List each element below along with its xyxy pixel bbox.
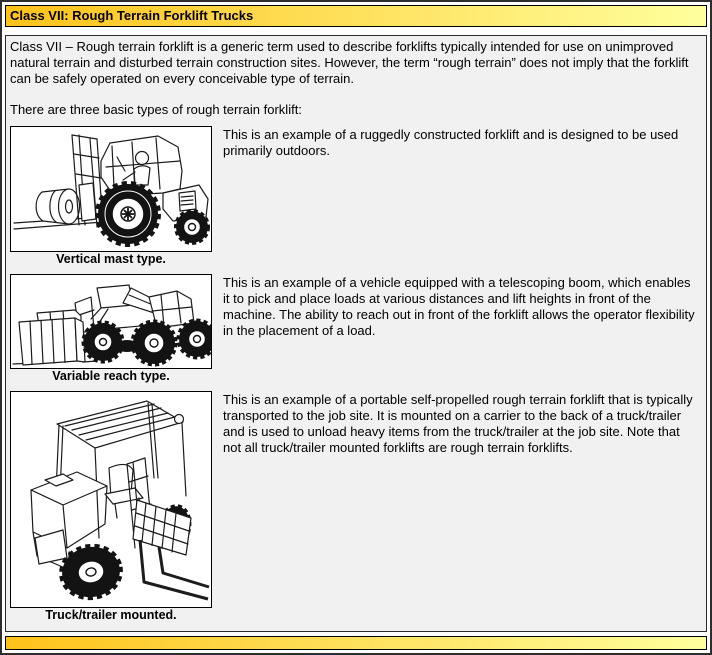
description-variable-reach: This is an example of a vehicle equipped with a telescoping boom, which enables it to pick and place loads at various distances and lift heights in front of the machine. The ability to reach out in front of the forklift allows the operator flexibility in the placement of a load. [223, 275, 695, 338]
description-truck-mounted: This is an example of a portable self-propelled rough terrain forklift that is typically transported to the job site. It is mounted on a carrier to the back of a truck/trailer and is used to unload heavy items from the truck/trailer at the job site. Note that not all truck/trailer mounted forklifts are rough terrain forklifts. [223, 392, 693, 455]
caption-variable-reach: Variable reach type. [52, 369, 170, 383]
caption-truck-mounted: Truck/trailer mounted. [45, 608, 177, 622]
figure-truck-mounted [10, 391, 218, 622]
figure-vertical-mast [10, 126, 218, 266]
section-truck-mounted [10, 391, 700, 622]
vertical-mast-forklift-drawing-icon [11, 127, 211, 251]
caption-vertical-mast: Vertical mast type. [56, 252, 166, 266]
truck-mounted-image-frame [10, 391, 212, 608]
section-vertical-mast [10, 126, 700, 266]
variable-reach-image-frame [10, 274, 212, 369]
description-vertical-mast: This is an example of a ruggedly constructed forklift and is designed to be used primarily outdoors. [223, 127, 679, 158]
intro-list-lead: There are three basic types of rough terrain forklift: [10, 102, 302, 117]
lesson-content [5, 35, 707, 632]
truck-trailer-mounted-forklift-drawing-icon [11, 392, 211, 607]
section-variable-reach [10, 274, 700, 383]
intro-paragraph: Class VII – Rough terrain forklift is a generic term used to describe forklifts typically intended for use on unimproved natural terrain and disturbed terrain construction sites. However, the term “rough terrain” does not imply that the forklift can be safely operated on every conceivable type of terrain. [10, 39, 689, 86]
figure-variable-reach [10, 274, 218, 383]
vertical-mast-image-frame [10, 126, 212, 252]
footer-accent-bar [5, 636, 707, 650]
variable-reach-forklift-drawing-icon [11, 275, 211, 368]
page-title: Class VII: Rough Terrain Forklift Trucks [5, 5, 707, 27]
